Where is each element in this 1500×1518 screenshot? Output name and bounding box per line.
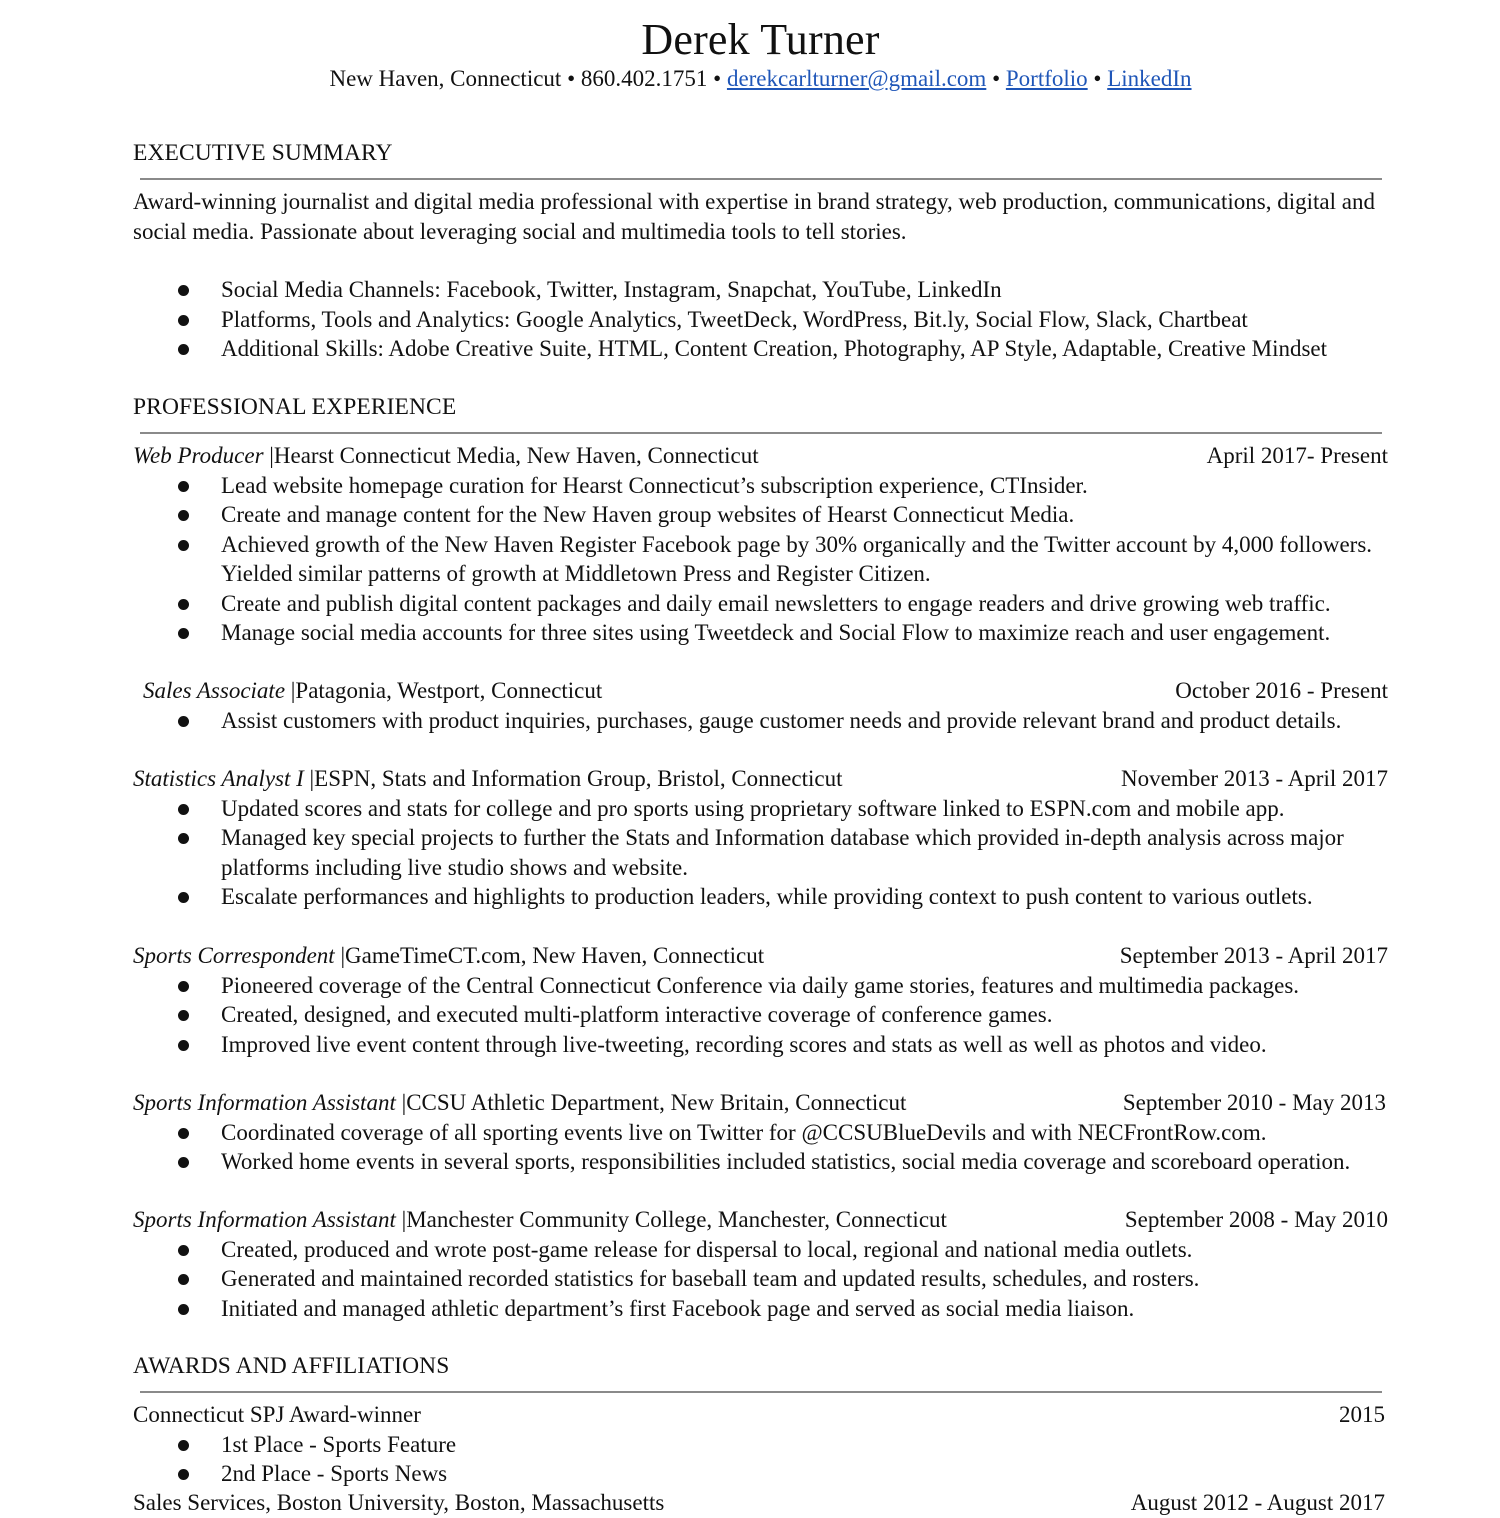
bullet-icon bbox=[178, 628, 189, 639]
list-item bbox=[133, 794, 1388, 824]
job-org: |GameTimeCT.com, New Haven, Connecticut bbox=[340, 943, 765, 968]
section-divider bbox=[140, 178, 1382, 180]
award-entry bbox=[133, 1400, 1385, 1489]
bullet-text: Created, designed, and executed multi-platform interactive coverage of conference games. bbox=[221, 1002, 1053, 1027]
job-org: |Hearst Connecticut Media, New Haven, Connecticut bbox=[269, 443, 759, 468]
section-heading: EXECUTIVE SUMMARY bbox=[133, 140, 393, 166]
list-item bbox=[133, 1000, 1388, 1030]
list-item bbox=[133, 618, 1388, 648]
section-divider bbox=[140, 432, 1382, 434]
bullet-text: Improved live event content through live-tweeting, recording scores and stats as well as well as photos and video. bbox=[221, 1031, 1267, 1057]
job-title: Sports Information Assistant bbox=[133, 1207, 396, 1232]
email-link[interactable]: derekcarlturner@gmail.com bbox=[726, 66, 987, 91]
list-item bbox=[133, 500, 1388, 530]
bullet-icon bbox=[178, 892, 189, 903]
bullet-text: Generated and maintained recorded statistics for baseball team and updated results, schedules, and rosters. bbox=[221, 1266, 1200, 1291]
job-entry bbox=[133, 441, 1388, 648]
bullet-text: Pioneered coverage of the Central Connecticut Conference via daily game stories, features and multimedia packages. bbox=[221, 972, 1300, 998]
linkedin-link[interactable]: LinkedIn bbox=[1107, 66, 1192, 91]
job-entry bbox=[133, 764, 1388, 912]
bullet-icon bbox=[178, 1040, 189, 1051]
list-item bbox=[133, 971, 1388, 1001]
bullet-icon bbox=[178, 285, 189, 296]
list-item bbox=[133, 471, 1388, 501]
job-title: Sales Associate bbox=[143, 678, 286, 703]
section-divider bbox=[140, 1391, 1382, 1393]
award-header bbox=[133, 1400, 1385, 1430]
job-title: Sports Correspondent bbox=[133, 943, 335, 968]
job-dates: September 2013 - April 2017 bbox=[1119, 943, 1388, 968]
bullet-icon bbox=[178, 481, 189, 492]
job-bullets bbox=[133, 706, 1388, 736]
list-item bbox=[133, 1294, 1388, 1324]
list-item bbox=[133, 823, 1388, 882]
awards-section bbox=[133, 1351, 1388, 1381]
job-bullets bbox=[133, 1118, 1386, 1177]
list-item bbox=[133, 1030, 1388, 1060]
job-entry bbox=[133, 1088, 1386, 1177]
award-name: Sales Services, Boston University, Boston, Massachusetts bbox=[133, 1490, 665, 1515]
job-entry bbox=[143, 676, 1388, 735]
job-org: |Patagonia, Westport, Connecticut bbox=[290, 678, 603, 703]
list-item bbox=[133, 589, 1388, 619]
summary-line: Award-winning journalist and digital media professional with expertise in brand strategy, web production, communications, digital and bbox=[133, 189, 1375, 214]
skill-text: Additional Skills: Adobe Creative Suite, HTML, Content Creation, Photography, AP Style, Adaptable, Creative Mindset bbox=[221, 336, 1328, 361]
bullet-icon bbox=[178, 540, 189, 551]
job-dates: September 2010 - May 2013 bbox=[1122, 1090, 1386, 1115]
separator: • bbox=[561, 66, 581, 91]
bullet-text: 1st Place - Sports Feature bbox=[221, 1431, 457, 1457]
job-title: Web Producer bbox=[133, 443, 264, 468]
list-item bbox=[133, 706, 1388, 736]
bullet-icon bbox=[178, 1440, 189, 1451]
job-bullets bbox=[133, 794, 1388, 912]
job-entry bbox=[133, 1205, 1388, 1323]
job-dates: October 2016 - Present bbox=[1175, 678, 1388, 703]
bullet-text: Achieved growth of the New Haven Register Facebook page by 30% organically and the Twitter account by 4,000 followers. Yielded similar patterns of growth at Middletown Press and Register Citizen. bbox=[221, 531, 1373, 586]
bullet-icon bbox=[178, 804, 189, 815]
job-org: |ESPN, Stats and Information Group, Bristol, Connecticut bbox=[309, 766, 843, 791]
separator: • bbox=[707, 66, 727, 91]
job-title: Statistics Analyst I bbox=[133, 766, 304, 791]
list-item bbox=[133, 1118, 1386, 1148]
job-header bbox=[133, 941, 1388, 971]
list-item bbox=[133, 530, 1388, 589]
list-item bbox=[133, 1235, 1388, 1265]
bullet-text: Managed key special projects to further the Stats and Information database which provided in-depth analysis across major platforms including live studio shows and website. bbox=[221, 825, 1344, 880]
portfolio-link[interactable]: Portfolio bbox=[1005, 66, 1088, 91]
separator: • bbox=[1087, 66, 1108, 91]
job-bullets bbox=[133, 971, 1388, 1060]
section-heading: PROFESSIONAL EXPERIENCE bbox=[133, 394, 457, 420]
job-title: Sports Information Assistant bbox=[133, 1090, 396, 1115]
bullet-icon bbox=[178, 599, 189, 610]
bullet-text: Create and publish digital content packages and daily email newsletters to engage readers and drive growing web traffic. bbox=[221, 590, 1331, 616]
job-entry bbox=[133, 941, 1388, 1059]
bullet-text: Coordinated coverage of all sporting events live on Twitter for @CCSUBlueDevils and with NECFrontRow.com. bbox=[221, 1119, 1267, 1145]
bullet-icon bbox=[178, 716, 189, 727]
contact-line bbox=[133, 66, 1388, 92]
bullet-icon bbox=[178, 1010, 189, 1021]
award-header bbox=[133, 1488, 1385, 1518]
job-bullets bbox=[133, 471, 1388, 648]
list-item bbox=[133, 1430, 1385, 1460]
list-item bbox=[133, 305, 1388, 335]
bullet-icon bbox=[178, 1304, 189, 1315]
job-org: |CCSU Athletic Department, New Britain, Connecticut bbox=[401, 1090, 907, 1115]
candidate-name: Derek Turner bbox=[641, 15, 880, 64]
bullet-text: Created, produced and wrote post-game release for dispersal to local, regional and national media outlets. bbox=[221, 1236, 1193, 1262]
job-bullets bbox=[133, 1235, 1388, 1324]
list-item bbox=[133, 334, 1388, 364]
bullet-text: Lead website homepage curation for Hearst Connecticut’s subscription experience, CTInsider. bbox=[221, 472, 1088, 498]
bullet-text: Create and manage content for the New Haven group websites of Hearst Connecticut Media. bbox=[221, 502, 1075, 527]
bullet-icon bbox=[178, 510, 189, 521]
job-dates: April 2017- Present bbox=[1206, 443, 1388, 468]
executive-summary-section bbox=[133, 138, 1388, 168]
list-item bbox=[133, 1459, 1385, 1489]
skill-text: Social Media Channels: Facebook, Twitter, Instagram, Snapchat, YouTube, LinkedIn bbox=[221, 277, 1002, 302]
bullet-text: Manage social media accounts for three sites using Tweetdeck and Social Flow to maximize reach and user engagement. bbox=[221, 620, 1331, 645]
job-header bbox=[133, 1088, 1386, 1118]
award-year: 2015 bbox=[1339, 1402, 1385, 1427]
bullet-text: Assist customers with product inquiries, purchases, gauge customer needs and provide relevant brand and product details. bbox=[221, 707, 1342, 733]
job-header bbox=[133, 1205, 1388, 1235]
skill-text: Platforms, Tools and Analytics: Google Analytics, TweetDeck, WordPress, Bit.ly, Social Flow, Slack, Chartbeat bbox=[221, 306, 1248, 332]
bullet-icon bbox=[178, 1274, 189, 1285]
award-bullets bbox=[133, 1430, 1385, 1489]
job-header bbox=[133, 441, 1388, 471]
experience-section bbox=[133, 392, 1388, 422]
section-heading: AWARDS AND AFFILIATIONS bbox=[133, 1353, 450, 1379]
bullet-icon bbox=[178, 315, 189, 326]
award-entry bbox=[133, 1488, 1385, 1518]
bullet-icon bbox=[178, 981, 189, 992]
list-item bbox=[133, 882, 1388, 912]
job-header bbox=[133, 764, 1388, 794]
skills-list bbox=[133, 275, 1388, 364]
bullet-text: Worked home events in several sports, responsibilities included statistics, social media coverage and scoreboard operation. bbox=[221, 1149, 1351, 1174]
bullet-icon bbox=[178, 1245, 189, 1256]
bullet-text: Escalate performances and highlights to production leaders, while providing context to push content to various outlets. bbox=[221, 884, 1313, 909]
list-item bbox=[133, 1264, 1388, 1294]
location: New Haven, Connecticut bbox=[329, 66, 562, 91]
job-dates: November 2013 - April 2017 bbox=[1120, 766, 1388, 791]
award-year: August 2012 - August 2017 bbox=[1130, 1490, 1385, 1515]
job-org: |Manchester Community College, Manchester, Connecticut bbox=[401, 1207, 947, 1232]
list-item bbox=[133, 1147, 1386, 1177]
award-name: Connecticut SPJ Award-winner bbox=[133, 1402, 421, 1427]
bullet-icon bbox=[178, 344, 189, 355]
bullet-text: Initiated and managed athletic department’s first Facebook page and served as social media liaison. bbox=[221, 1295, 1135, 1321]
bullet-icon bbox=[178, 1157, 189, 1168]
summary-paragraph bbox=[133, 187, 1388, 246]
job-dates: September 2008 - May 2010 bbox=[1124, 1207, 1388, 1232]
bullet-icon bbox=[178, 1128, 189, 1139]
bullet-text: Updated scores and stats for college and pro sports using proprietary software linked to ESPN.com and mobile app. bbox=[221, 795, 1285, 821]
bullet-icon bbox=[178, 1469, 189, 1480]
phone: 860.402.1751 bbox=[580, 66, 708, 91]
bullet-text: 2nd Place - Sports News bbox=[221, 1461, 448, 1486]
separator: • bbox=[986, 66, 1006, 91]
list-item bbox=[133, 275, 1388, 305]
bullet-icon bbox=[178, 833, 189, 844]
job-header bbox=[143, 676, 1388, 706]
summary-line: social media. Passionate about leveraging social and multimedia tools to tell stories. bbox=[133, 218, 907, 244]
